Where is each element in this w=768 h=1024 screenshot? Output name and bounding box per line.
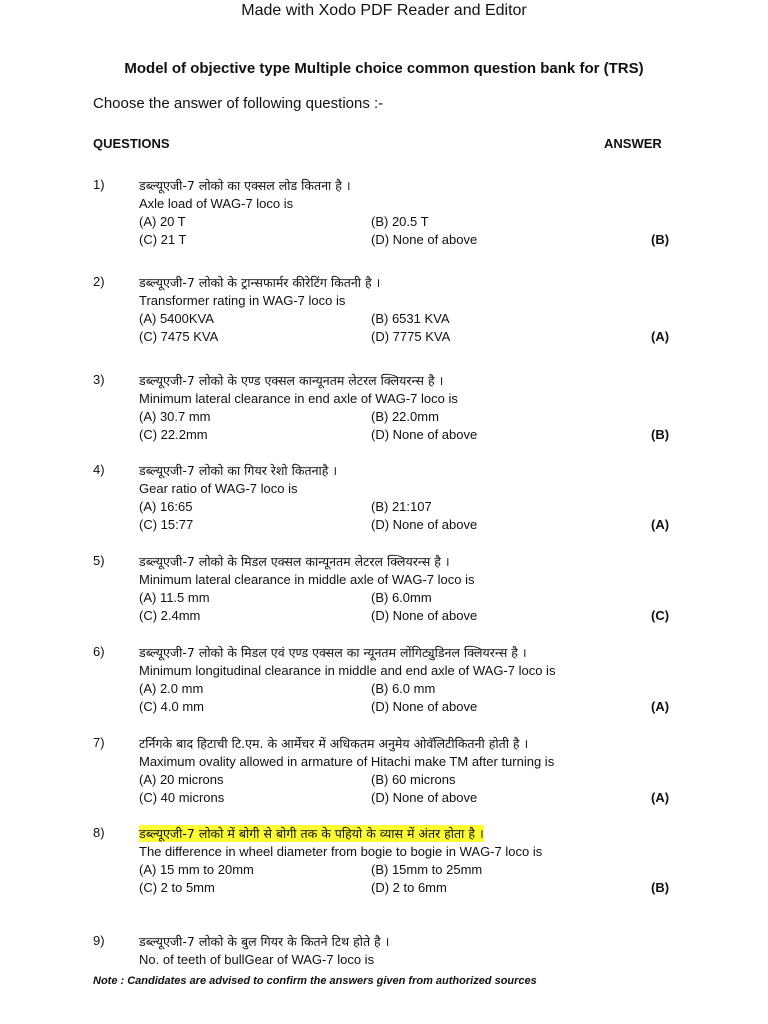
question-hindi: डब्ल्यूएजी-7 लोको के मिडल एवं एण्ड एक्सल का न्यूनतम लोंगिट्युडिनल क्लियरन्स है । [139,645,527,660]
question-number: 5) [93,553,105,568]
option-a: (A) 2.0 mm [139,681,204,696]
option-a: (A) 11.5 mm [139,590,210,605]
question-english: Minimum lateral clearance in end axle of WAG-7 loco is [139,391,458,406]
question-hindi: टर्निगके बाद हिटाची टि.एम. के आर्मेचर में अधिकतम अनुमेय ओवॅलिटीकितनी होती है । [139,736,529,751]
question-english: No. of teeth of bullGear of WAG-7 loco is [139,952,375,967]
option-a: (A) 5400KVA [139,311,214,326]
answer-header: ANSWER [604,136,662,151]
answer: (A) [651,517,670,532]
question-hindi-highlighted: डब्ल्यूएजी-7 लोको में बोगी से बोगी तक के पहियो के व्यास में अंतर होता है । [139,826,484,841]
option-d: (D) None of above [371,427,478,442]
option-b: (B) 6.0mm [371,590,432,605]
question-english: Maximum ovality allowed in armature of Hitachi make TM after turning is [139,754,555,769]
option-c: (C) 40 microns [139,790,225,805]
option-b: (B) 6531 KVA [371,311,450,326]
option-d: (D) None of above [371,608,478,623]
answer: (A) [651,699,670,714]
option-a: (A) 20 microns [139,772,224,787]
footer-note: Note : Candidates are advised to confirm the answers given from authorized sources [93,975,537,987]
question-hindi: डब्ल्यूएजी-7 लोको के मिडल एक्सल कान्यूनतम लेटरल क्लियरन्स है । [139,554,450,569]
option-c: (C) 22.2mm [139,427,208,442]
answer: (C) [651,608,670,623]
option-d: (D) 7775 KVA [371,329,451,344]
option-b: (B) 15mm to 25mm [371,862,483,877]
option-b: (B) 20.5 T [371,214,429,229]
option-b: (B) 6.0 mm [371,681,436,696]
option-c: (C) 15:77 [139,517,194,532]
question-number: 9) [93,933,105,948]
question-english: The difference in wheel diameter from bogie to bogie in WAG-7 loco is [139,844,543,859]
question-hindi: डब्ल्यूएजी-7 लोको का एक्सल लोड कितना है । [139,178,351,193]
option-b: (B) 60 microns [371,772,456,787]
option-a: (A) 20 T [139,214,186,229]
option-a: (A) 30.7 mm [139,409,211,424]
question-hindi: डब्ल्यूएजी-7 लोको के ट्रान्सफार्मर कीरेटिंग कितनी है । [139,275,381,290]
instruction-text: Choose the answer of following questions :- [93,95,384,112]
question-hindi: डब्ल्यूएजी-7 लोको का गियर रेशो कितनाहै । [139,463,338,478]
option-b: (B) 21:107 [371,499,432,514]
question-hindi: डब्ल्यूएजी-7 लोको के बुल गियर के कितने टिथ होते है । [139,934,390,949]
answer: (B) [651,880,670,895]
option-c: (C) 4.0 mm [139,699,204,714]
answer: (A) [651,790,670,805]
answer: (A) [651,329,670,344]
option-d: (D) None of above [371,699,478,714]
question-english: Axle load of WAG-7 loco is [139,196,294,211]
page-title: Model of objective type Multiple choice common question bank for (TRS) [124,60,644,77]
question-english: Minimum longitudinal clearance in middle and end axle of WAG-7 loco is [139,663,556,678]
question-number: 3) [93,372,105,387]
option-d: (D) 2 to 6mm [371,880,447,895]
option-a: (A) 15 mm to 20mm [139,862,254,877]
question-number: 1) [93,177,105,192]
question-english: Transformer rating in WAG-7 loco is [139,293,346,308]
question-english: Minimum lateral clearance in middle axle of WAG-7 loco is [139,572,475,587]
question-number: 8) [93,825,105,840]
question-number: 2) [93,274,105,289]
questions-header: QUESTIONS [93,136,170,151]
answer: (B) [651,232,670,247]
app-banner: Made with Xodo PDF Reader and Editor [241,2,527,19]
option-b: (B) 22.0mm [371,409,439,424]
answer: (B) [651,427,670,442]
option-c: (C) 7475 KVA [139,329,219,344]
question-hindi: डब्ल्यूएजी-7 लोको के एण्ड एक्सल कान्यूनतम लेटरल क्लियरन्स है । [139,373,444,388]
question-english: Gear ratio of WAG-7 loco is [139,481,298,496]
option-d: (D) None of above [371,517,478,532]
option-c: (C) 2.4mm [139,608,201,623]
option-c: (C) 21 T [139,232,187,247]
option-d: (D) None of above [371,232,478,247]
option-d: (D) None of above [371,790,478,805]
question-number: 7) [93,735,105,750]
question-number: 4) [93,462,105,477]
question-number: 6) [93,644,105,659]
option-c: (C) 2 to 5mm [139,880,215,895]
option-a: (A) 16:65 [139,499,193,514]
